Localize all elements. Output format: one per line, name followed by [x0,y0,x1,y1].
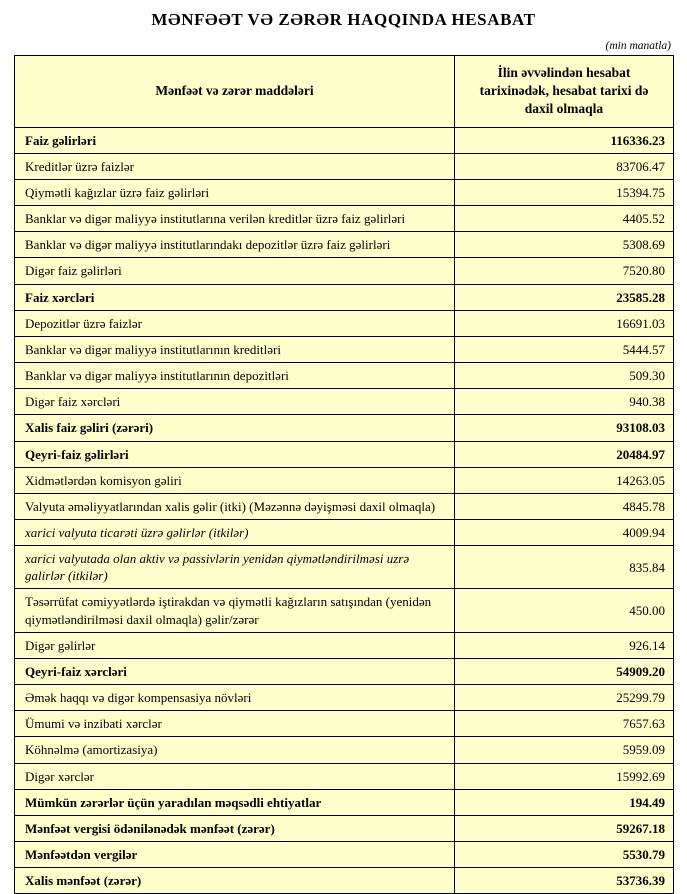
table-row [15,658,674,684]
table-row [15,789,674,815]
row-label: Qiymətli kağızlar üzrə faiz gəlirləri [15,179,455,205]
row-value: 4845.78 [455,493,674,519]
row-label: Təsərrüfat cəmiyyətlərdə iştirakdan və qiymətli kağızların satışından (yenidən qiymətləndirilməsi daxil olmaqla) gəlir/zərər [15,589,455,632]
row-value: 116336.23 [455,127,674,153]
row-label: Ümumi və inzibati xərclər [15,711,455,737]
row-label: Faiz gəlirləri [15,127,455,153]
row-value: 15394.75 [455,179,674,205]
row-label: Qeyri-faiz gəlirləri [15,441,455,467]
row-label: xarici valyuta ticarəti üzrə gəlirlər (itkilər) [15,520,455,546]
row-value: 835.84 [455,546,674,589]
row-label: Əmək haqqı və digər kompensasiya növləri [15,685,455,711]
table-row [15,415,674,441]
table-row [15,685,674,711]
table-row [15,363,674,389]
row-value: 450.00 [455,589,674,632]
row-label: Banklar və digər maliyyə institutlarının depozitləri [15,363,455,389]
table-row [15,179,674,205]
table-body [15,127,674,894]
column-header-label: Mənfəət və zərər maddələri [15,56,455,128]
row-value: 54909.20 [455,658,674,684]
row-label: Banklar və digər maliyyə institutlarına verilən kreditlər üzrə faiz gəlirləri [15,206,455,232]
row-label: Digər gəlirlər [15,632,455,658]
row-value: 93108.03 [455,415,674,441]
row-label: Xidmətlərdən komisyon gəliri [15,467,455,493]
row-label: Faiz xərcləri [15,284,455,310]
table-row [15,206,674,232]
table-row [15,310,674,336]
row-label: Banklar və digər maliyyə institutlarının kreditləri [15,336,455,362]
column-header-value: İlin əvvəlindən hesabat tarixinədək, hesabat tarixi də daxil olmaqla [455,56,674,128]
row-label: Digər xərclər [15,763,455,789]
row-value: 15992.69 [455,763,674,789]
row-label: Qeyri-faiz xərcləri [15,658,455,684]
row-label: Mənfəətdən vergilər [15,842,455,868]
row-label: Banklar və digər maliyyə institutlarındakı depozitlər üzrə faiz gəlirləri [15,232,455,258]
row-value: 16691.03 [455,310,674,336]
unit-note: (min manatla) [605,40,671,52]
row-value: 5444.57 [455,336,674,362]
row-label: Köhnəlmə (amortizasiya) [15,737,455,763]
row-value: 926.14 [455,632,674,658]
table-header-row [15,56,674,128]
profit-loss-table [14,55,674,894]
table-row [15,711,674,737]
table-row [15,815,674,841]
table-row [15,336,674,362]
table-row [15,868,674,894]
row-value: 7520.80 [455,258,674,284]
row-label: Digər faiz gəlirləri [15,258,455,284]
table-row [15,284,674,310]
row-value: 83706.47 [455,153,674,179]
row-value: 59267.18 [455,815,674,841]
table-row [15,441,674,467]
table-row [15,763,674,789]
row-label: Xalis faiz gəliri (zərəri) [15,415,455,441]
table-row [15,258,674,284]
row-label: Valyuta əməliyyatlarından xalis gəlir (itki) (Məzənnə dəyişməsi daxil olmaqla) [15,493,455,519]
row-value: 194.49 [455,789,674,815]
row-value: 509.30 [455,363,674,389]
row-value: 5308.69 [455,232,674,258]
page-title: MƏNFƏƏT VƏ ZƏRƏR HAQQINDA HESABAT [151,10,536,29]
row-value: 7657.63 [455,711,674,737]
table-row [15,737,674,763]
table-row [15,389,674,415]
table-row [15,520,674,546]
table-row [15,127,674,153]
table-row [15,467,674,493]
table-row [15,632,674,658]
row-value: 4009.94 [455,520,674,546]
row-label: Mənfəət vergisi ödənilənədək mənfəət (zərər) [15,815,455,841]
row-label: Xalis mənfəət (zərər) [15,868,455,894]
table-row [15,493,674,519]
row-label: xarici valyutada olan aktiv və passivlərin yenidən qiymətləndirilməsi uzrə galirlər (itkilər) [15,546,455,589]
row-label: Depozitlər üzrə faizlər [15,310,455,336]
table-row [15,589,674,632]
row-label: Mümkün zərərlər üçün yaradılan məqsədli ehtiyatlar [15,789,455,815]
row-value: 5959.09 [455,737,674,763]
report-page [0,10,687,889]
row-value: 14263.05 [455,467,674,493]
table-row [15,232,674,258]
row-label: Digər faiz xərcləri [15,389,455,415]
row-label: Kreditlər üzrə faizlər [15,153,455,179]
row-value: 5530.79 [455,842,674,868]
row-value: 25299.79 [455,685,674,711]
row-value: 20484.97 [455,441,674,467]
row-value: 53736.39 [455,868,674,894]
table-row [15,842,674,868]
table-row [15,546,674,589]
row-value: 4405.52 [455,206,674,232]
table-row [15,153,674,179]
row-value: 940.38 [455,389,674,415]
row-value: 23585.28 [455,284,674,310]
